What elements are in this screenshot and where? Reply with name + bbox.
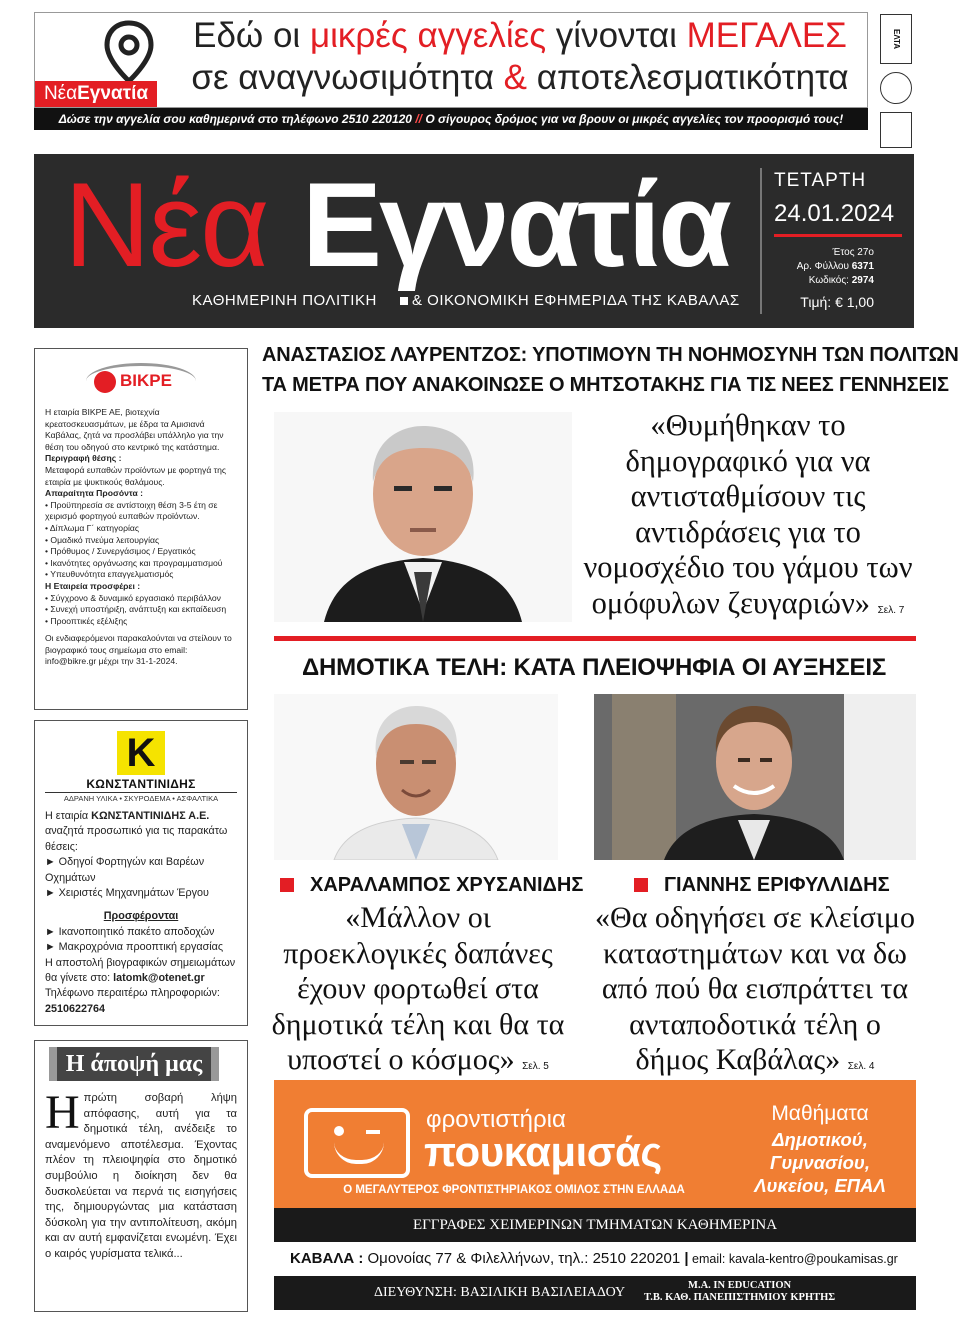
poukamisas-levels — [734, 1128, 906, 1197]
bikre-job-ad — [34, 348, 248, 710]
list-item: • Υπευθυνότητα επαγγελματισμός — [45, 569, 174, 580]
issue-day: ΤΕΤΑΡΤΗ — [774, 170, 867, 191]
list-item: Γυμνασίου, — [770, 1152, 870, 1173]
story1-headline-quote: «Θυμήθηκαν το δημογραφικό για να αντισταθμίσουν τις αντιδράσεις για το νομοσχέδιο του γάμου των ομόφυλων ζευγαριών» Σελ. 7 — [583, 408, 913, 620]
list-item: Δημοτικού, — [772, 1129, 868, 1150]
story2-page-ref-a: Σελ. 5 — [522, 1061, 549, 1072]
classifieds-banner — [34, 12, 868, 108]
masthead-subtitle-b: & ΟΙΚΟΝΟΜΙΚΗ ΕΦΗΜΕΡΙΔΑ ΤΗΣ ΚΑΒΑΛΑΣ — [412, 292, 740, 309]
issue-meta — [724, 246, 874, 288]
poukamisas-ad — [274, 1080, 916, 1310]
bikre-heading-requirements: Απαραίτητα Προσόντα : — [45, 488, 143, 499]
list-item: • Πρόθυμος / Συνεργάσιμος / Εργατικός — [45, 546, 196, 557]
postal-seal-icon — [880, 72, 912, 104]
masthead-subtitle-separator — [400, 297, 408, 305]
bikre-logo-icon — [94, 371, 116, 393]
konstantinidis-tagline: ΑΔΡΑΝΗ ΥΛΙΚΑ • ΣΚΥΡΟΔΕΜΑ • ΑΣΦΑΛΤΙΚΑ — [45, 792, 237, 803]
list-item: • Δίπλωμα Γ΄ κατηγορίας — [45, 522, 139, 533]
issue-code: Κωδικός: 2974 — [808, 275, 874, 286]
masthead-title-nea: Νέα — [64, 158, 268, 292]
postal-permit-box — [880, 112, 912, 148]
story2-person-b: ΓΙΑΝΝΗΣ ΕΡΙΦΥΛΛΙΔΗΣ — [634, 874, 890, 897]
portrait-photo-erifyllidis — [594, 694, 916, 860]
banner-brand-tag — [35, 81, 157, 107]
date-underline — [774, 234, 902, 237]
list-item: • Ικανότητες οργάνωσης και προγραμματισμού — [45, 557, 223, 568]
konstantinidis-offer-heading: Προσφέρονται — [103, 910, 179, 923]
issue-year: Έτος 27ο — [832, 247, 874, 258]
list-item: ► Μακροχρόνια προοπτική εργασίας — [45, 941, 224, 954]
poukamisas-enroll-bar: ΕΓΓΡΑΦΕΣ ΧΕΙΜΕΡΙΝΩΝ ΤΜΗΜΑΤΩΝ ΚΑΘΗΜΕΡΙΝΑ — [274, 1208, 916, 1242]
story1-kicker-line1: ΑΝΑΣΤΑΣΙΟΣ ΛΑΥΡΕΝΤΖΟΣ: ΥΠΟΤΙΜΟΥΝ ΤΗ ΝΟΗΜΟΣΥΝΗ ΤΩΝ ΠΟΛΙΤΩΝ — [262, 344, 959, 366]
konstantinidis-intro: Η εταιρία ΚΩΝΣΤΑΝΤΙΝΙΔΗΣ Α.Ε. αναζητά προσωπικό για τις παρακάτω θέσεις: — [45, 810, 228, 853]
konstantinidis-job-ad — [34, 720, 248, 1026]
masthead-title-egnatia: Εγνατία — [302, 158, 729, 292]
story2-kicker: ΔΗΜΟΤΙΚΑ ΤΕΛΗ: ΚΑΤΑ ΠΛΕΙΟΨΗΦΙΑ ΟΙ ΑΥΞΗΣΕΙΣ — [301, 654, 887, 681]
postal-stamp — [878, 14, 914, 150]
konstantinidis-cv: Η αποστολή βιογραφικών σημειωμάτων θα γίνετε στο: latomk@otenet.gr — [45, 956, 236, 985]
poukamisas-orange-panel — [274, 1080, 916, 1208]
masthead-subtitle-a: ΚΑΘΗΜΕΡΙΝΗ ΠΟΛΙΤΙΚΗ — [192, 292, 377, 309]
list-item: ► Χειριστές Μηχανημάτων Έργου — [45, 887, 209, 900]
portrait-photo-chrysanidis — [274, 694, 558, 860]
poukamisas-brand: πουκαμισάς — [424, 1128, 662, 1175]
opinion-body — [45, 1086, 237, 1263]
poukamisas-courses-title: Μαθήματα — [771, 1102, 869, 1125]
masthead — [34, 154, 914, 328]
poukamisas-address: ΚΑΒΑΛΑ : Ομονοίας 77 & Φιλελλήνων, τηλ.: 2510 220201 | email: kavala-kentro@poukamisas.gr — [290, 1250, 898, 1267]
list-item: • Ομαδικό πνεύμα λειτουργίας — [45, 534, 160, 545]
story2-quote-a: «Μάλλον οι προεκλογικές δαπάνες έχουν φορτωθεί στα δημοτικά τέλη και θα τα υποστεί ο κόσμος» Σελ. 5 — [271, 901, 565, 1076]
poukamisas-small-title: φροντιστήρια — [426, 1106, 566, 1133]
story2-person-a: ΧΑΡΑΛΑΜΠΟΣ ΧΡΥΣΑΝΙΔΗΣ — [280, 874, 583, 897]
bikre-ad-body — [45, 407, 237, 668]
bikre-logo-text: ΒΙΚΡΕ — [120, 371, 172, 390]
list-item: • Προϋπηρεσία σε αντίστοιχη θέση 3-5 έτη σε χειρισμό φορτηγού ευπαθών προϊόντων. — [45, 499, 218, 522]
bikre-intro: Η εταιρία ΒΙΚΡΕ ΑΕ, βιοτεχνία κρεατοσκευασμάτων, με έδρα τα Αμισιανά Καβάλας, ζητά να προσλάβει υπάλληλο για την θέση του οδηγού στο κεντρικό της κατάστημα. — [45, 407, 224, 452]
bikre-heading-position: Περιγραφή θέσης : — [45, 453, 122, 464]
list-item: • Συνεχή υποστήριξη, ανάπτυξη και εκπαίδευση — [45, 604, 227, 615]
portrait-photo-lavrentzos — [274, 412, 572, 622]
banner-phone-strip: Δώσε την αγγελία σου καθημερινά στο τηλέφωνο 2510 220120 // Ο σίγουρος δρόμος για να βρουν οι μικρές αγγελίες τον προορισμό τους! — [34, 108, 868, 130]
masthead-divider — [760, 168, 762, 314]
poukamisas-tagline: Ο ΜΕΓΑΛΥΤΕΡΟΣ ΦΡΟΝΤΙΣΤΗΡΙΑΚΟΣ ΟΜΙΛΟΣ ΣΤΗΝ ΕΛΛΑΔΑ — [343, 1184, 685, 1196]
opinion-text: πρώτη σοβαρή λήψη απόφασης, αυτή για τα δημοτικά τέλη, ανέδειξε το αναμενόμενο αποτέλεσμα. Έχοντας πλέον τη πλειοψηφία στο δημοτικό συμβούλιο η διοίκηση δεν θα δυσκολεύεται να περνά τις εισηγήσεις της, δημιουργώντας μια κατάσταση δύσκολη για την αντιπολίτευση, ακόμη και αν αυτή εμφανίζεται ενωμένη. Έχει ο καιρός γυρίσματα τελικά... — [45, 1092, 237, 1260]
section-divider — [274, 636, 916, 641]
red-square-bullet-icon — [280, 878, 294, 892]
list-item: ► Ικανοποιητικό πακέτο αποδοχών — [45, 925, 215, 938]
story2-page-ref-b: Σελ. 4 — [847, 1061, 875, 1072]
list-item: Λυκείου, ΕΠΑΛ — [754, 1175, 886, 1196]
opinion-title: Η άποψή μας — [49, 1047, 219, 1081]
banner-brand-egnatia: Εγνατία — [77, 83, 149, 104]
konstantinidis-phone: Τηλέφωνο περαιτέρω πληροφοριών: 2510622764 — [45, 987, 220, 1015]
story2-quote-b: «Θα οδηγήσει σε κλείσιμο καταστημάτων και να δω από πού θα εισπράττει τα ανταποδοτικά τέλη ο δήμος Καβάλας» Σελ. 4 — [595, 901, 915, 1076]
editorial-opinion — [34, 1040, 248, 1312]
elta-label: ΕΛΤΑ — [880, 14, 912, 64]
red-square-bullet-icon — [634, 878, 648, 892]
bikre-logo — [86, 361, 196, 401]
issue-price: Τιμή: € 1,00 — [800, 294, 874, 310]
list-item: ► Οδηγοί Φορτηγών και Βαρέων Οχημάτων — [45, 856, 205, 884]
banner-line-2: σε αναγνωσιμότητα & αποτελεσματικότητα — [191, 58, 849, 97]
issue-date: 24.01.2024 — [774, 200, 895, 227]
issue-number: Αρ. Φύλλου 6371 — [796, 261, 874, 272]
bikre-heading-offers: Η Εταιρεία προσφέρει : — [45, 580, 141, 591]
poukamisas-credentials: M.A. IN EDUCATION Τ.Β. ΚΑΘ. ΠΑΝΕΠΙΣΤΗΜΙΟΥ ΚΡΗΤΗΣ — [644, 1280, 836, 1303]
story1-kicker-line2: ΤΑ ΜΕΤΡΑ ΠΟΥ ΑΝΑΚΟΙΝΩΣΕ Ο ΜΗΤΣΟΤΑΚΗΣ ΓΙΑ ΤΙΣ ΝΕΕΣ ΓΕΝΝΗΣΕΙΣ — [262, 374, 949, 396]
list-item: • Σύγχρονο & δυναμικό εργασιακό περιβάλλον — [45, 592, 221, 603]
konstantinidis-logo: Κ — [117, 731, 165, 775]
list-item: • Προοπτικές εξέλιξης — [45, 615, 128, 626]
konstantinidis-body — [45, 809, 237, 1017]
story1-page-ref: Σελ. 7 — [877, 604, 905, 616]
poukamisas-director: ΔΙΕΥΘΥΝΣΗ: ΒΑΣΙΛΙΚΗ ΒΑΣΙΛΕΙΑΔΟΥ — [374, 1285, 626, 1300]
banner-brand-nea: Νέα — [43, 83, 78, 104]
banner-line-1: Εδώ οι μικρές αγγελίες γίνονται ΜΕΓΑΛΕΣ — [193, 16, 847, 55]
konstantinidis-name: ΚΩΝΣΤΑΝΤΙΝΙΔΗΣ — [86, 777, 196, 791]
bikre-outro: Οι ενδιαφερόμενοι παρακαλούνται να στείλουν το βιογραφικό τους σημείωμα στο email: info@bikre.gr μέχρι την 31-1-2024. — [45, 633, 232, 667]
bikre-position-desc: Μεταφορά ευπαθών προϊόντων με φορτηγά της εταιρία με ψυκτικούς θαλάμους. — [45, 464, 226, 487]
opinion-drop-cap: Η — [45, 1086, 80, 1139]
smiley-logo-icon — [304, 1108, 410, 1178]
